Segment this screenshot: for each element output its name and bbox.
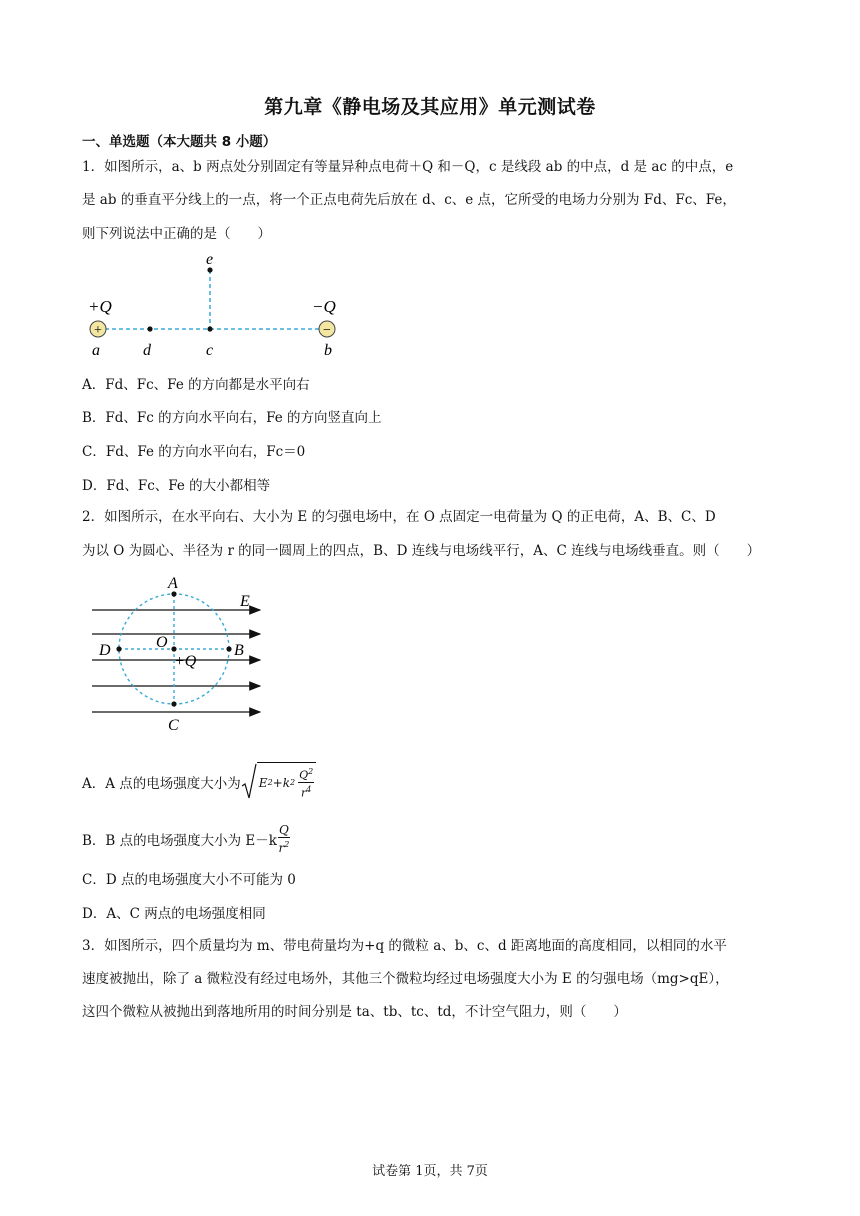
e-label: e <box>206 251 214 268</box>
q2-option-b <box>82 822 290 856</box>
radicand <box>257 762 316 799</box>
point-d <box>116 646 121 651</box>
frac-denominator: r <box>300 786 307 800</box>
d-label: d <box>143 342 151 359</box>
q1-option-a: A．Fd、Fc、Fe 的方向都是水平向右 <box>82 377 310 393</box>
frac-numerator-exp: 2 <box>308 767 314 777</box>
q2-figure <box>82 572 272 734</box>
q1-option-d: D．Fd、Fc、Fe 的大小都相等 <box>82 478 271 494</box>
minus-q-label: −Q <box>312 297 336 316</box>
q2-option-a-text: A．A 点的电场强度大小为 <box>82 776 241 792</box>
q2-option-c: C．D 点的电场强度大小不可能为 0 <box>82 872 296 888</box>
q2-line-2: 为以 O 为圆心、半径为 r 的同一圆周上的四点，B、D 连线与电场线平行，A、C 连线与电场线垂直。则（ ） <box>82 543 761 559</box>
q1-option-c: C．Fd、Fe 的方向水平向右，Fc＝0 <box>82 444 306 460</box>
b-label: b <box>324 342 332 359</box>
q2-option-d: D．A、C 两点的电场强度相同 <box>82 906 266 922</box>
point-b <box>226 646 231 651</box>
q3-line-1: 3．如图所示，四个质量均为 m、带电荷量均为+q 的微粒 a、b、c、d 距离地面的高度相同，以相同的水平 <box>82 938 727 954</box>
a-label: a <box>92 342 100 359</box>
frac-denominator-exp: 4 <box>306 785 312 794</box>
a-label: A <box>168 575 178 592</box>
q1-option-b: B．Fd、Fc 的方向水平向右，Fe 的方向竖直向上 <box>82 410 382 426</box>
q1-figure <box>80 250 350 360</box>
plus-sign: + <box>94 323 102 338</box>
point-c <box>171 701 176 706</box>
q3-line-3: 这四个微粒从被抛出到落地所用的时间分别是 ta、tb、tc、td，不计空气阻力，则（ ） <box>82 1004 627 1020</box>
option-b-fraction <box>278 824 290 855</box>
q2-option-b-text: B．B 点的电场强度大小为 E－k <box>82 833 277 849</box>
radicand-fraction <box>298 765 314 799</box>
q1-line-1: 1．如图所示，a、b 两点处分别固定有等量异种点电荷＋Q 和－Q，c 是线段 ab 的中点，d 是 ac 的中点，e <box>82 159 734 175</box>
page-footer: 试卷第 1页，共 7页 <box>372 1164 488 1179</box>
q2-option-a <box>82 762 316 802</box>
q2-line-1: 2．如图所示，在水平向右、大小为 E 的匀强电场中，在 O 点固定一电荷量为 Q 的正电荷，A、B、C、D <box>82 509 716 525</box>
frac-denominator: r <box>278 840 285 855</box>
o-label: O <box>156 634 168 651</box>
point-a <box>171 591 176 596</box>
radical-sign <box>241 762 257 802</box>
plus-q-label: +Q <box>174 653 197 670</box>
frac-denominator-exp: 2 <box>284 839 290 849</box>
d-label: D <box>99 642 111 659</box>
point-o <box>171 646 176 651</box>
q3-line-2: 速度被抛出，除了 a 微粒没有经过电场外，其他三个微粒均经过电场强度大小为 E 的匀强电场（mg>qE）， <box>82 971 729 987</box>
radicand-e-exp: 2 <box>267 778 273 787</box>
frac-numerator: Q <box>299 769 309 782</box>
point-e <box>207 267 212 272</box>
point-c <box>207 326 212 331</box>
frac-numerator: Q <box>278 822 289 837</box>
radicand-k: +k <box>272 775 290 790</box>
q1-line-3: 则下列说法中正确的是（ ） <box>82 226 271 242</box>
b-label: B <box>234 642 244 659</box>
point-d <box>147 326 152 331</box>
c-label: c <box>206 342 214 359</box>
minus-sign: − <box>323 323 331 338</box>
section-heading: 一、单选题（本大题共 8 小题） <box>82 134 277 150</box>
radicand-k-exp: 2 <box>289 778 296 787</box>
q1-line-2: 是 ab 的垂直平分线上的一点，将一个正点电荷先后放在 d、c、e 点，它所受的电场力分别为 Fd、Fc、Fe， <box>82 192 736 208</box>
radicand-e: E <box>258 775 268 790</box>
c-label: C <box>168 717 179 734</box>
page-title: 第九章《静电场及其应用》单元测试卷 <box>264 96 596 118</box>
plus-q-label: +Q <box>88 297 112 316</box>
e-field-label: E <box>240 593 250 610</box>
